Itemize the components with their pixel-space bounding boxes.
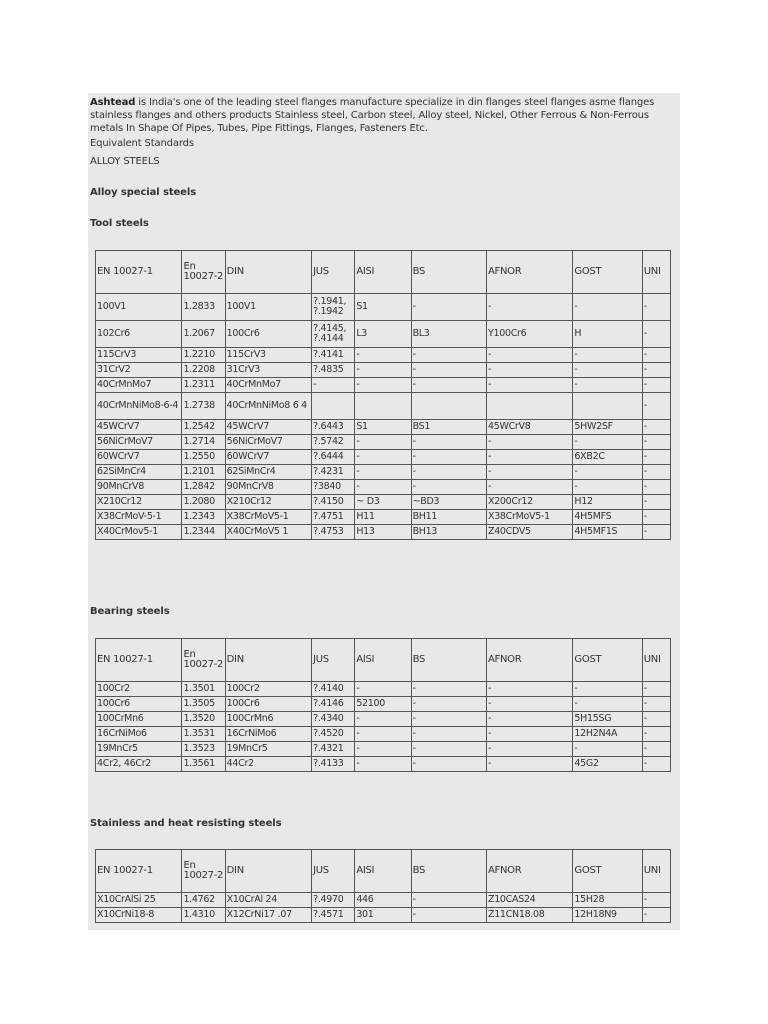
- table-cell: -: [642, 712, 670, 727]
- table-cell: 5H15SG: [573, 712, 642, 727]
- column-header: BS: [411, 850, 486, 893]
- table-cell: -: [486, 742, 572, 757]
- table-cell: 100V1: [96, 294, 182, 321]
- table-cell: BS1: [411, 420, 486, 435]
- table-row: [96, 480, 671, 495]
- table-cell: -: [355, 363, 411, 378]
- table-cell: -: [411, 378, 486, 393]
- column-header: EN 10027-1: [96, 639, 182, 682]
- table-cell: 1.2210: [182, 348, 225, 363]
- table-cell: 1.2080: [182, 495, 225, 510]
- table-cell: 45WCrV7: [96, 420, 182, 435]
- table-cell: -: [355, 682, 411, 697]
- table-cell: ?.5742: [312, 435, 355, 450]
- column-header: AFNOR: [486, 251, 572, 294]
- table-cell: -: [486, 712, 572, 727]
- table-cell: 4H5MFS: [573, 510, 642, 525]
- table-row: [96, 435, 671, 450]
- table-cell: 1.3520: [182, 712, 225, 727]
- table-cell: -: [486, 348, 572, 363]
- table-row: [96, 363, 671, 378]
- table-cell: 44Cr2: [225, 757, 311, 772]
- table-cell: BH13: [411, 525, 486, 540]
- table-cell: S1: [355, 420, 411, 435]
- column-header: AISI: [355, 850, 411, 893]
- section-title: Bearing steels: [90, 606, 170, 617]
- table-cell: -: [573, 480, 642, 495]
- table-cell: -: [573, 465, 642, 480]
- table-cell: -: [355, 450, 411, 465]
- column-header: En 10027-2: [182, 639, 225, 682]
- table-cell: -: [411, 757, 486, 772]
- table-cell: -: [312, 378, 355, 393]
- table-cell: -: [355, 757, 411, 772]
- table-cell: ?.6443: [312, 420, 355, 435]
- table-cell: 40CrMnNiMo8-6-4: [96, 393, 182, 420]
- table-cell: -: [486, 697, 572, 712]
- table-cell: -: [411, 727, 486, 742]
- table-cell: 100V1: [225, 294, 311, 321]
- table-cell: 301: [355, 908, 411, 923]
- table-cell: -: [642, 510, 670, 525]
- table-cell: 1.2550: [182, 450, 225, 465]
- table-cell: 1.2833: [182, 294, 225, 321]
- table-cell: 40CrMnMo7: [225, 378, 311, 393]
- table-cell: -: [355, 712, 411, 727]
- table-cell: ~ D3: [355, 495, 411, 510]
- table-cell: -: [573, 435, 642, 450]
- table-row: [96, 294, 671, 321]
- table-cell: 446: [355, 893, 411, 908]
- table-cell: -: [642, 727, 670, 742]
- table-cell: X200Cr12: [486, 495, 572, 510]
- table-cell: -: [642, 525, 670, 540]
- table-cell: L3: [355, 321, 411, 348]
- table-cell: 62SiMnCr4: [225, 465, 311, 480]
- table-row: [96, 682, 671, 697]
- table-cell: 16CrNiMo6: [96, 727, 182, 742]
- table-cell: -: [642, 908, 670, 923]
- table-cell: 4Cr2, 46Cr2: [96, 757, 182, 772]
- column-header: GOST: [573, 251, 642, 294]
- table-cell: 52100: [355, 697, 411, 712]
- table-row: [96, 465, 671, 480]
- table-cell: -: [573, 378, 642, 393]
- table-cell: -: [573, 294, 642, 321]
- table-cell: -: [355, 435, 411, 450]
- table-cell: ?.4321: [312, 742, 355, 757]
- table-cell: -: [355, 727, 411, 742]
- column-header: DIN: [225, 251, 311, 294]
- table-cell: BH11: [411, 510, 486, 525]
- column-header: BS: [411, 639, 486, 682]
- table-cell: -: [355, 378, 411, 393]
- table-cell: 5HW2SF: [573, 420, 642, 435]
- table-header-row: [96, 850, 671, 893]
- table-cell: ?3840: [312, 480, 355, 495]
- table-cell: H13: [355, 525, 411, 540]
- column-header: EN 10027-1: [96, 850, 182, 893]
- table-row: [96, 893, 671, 908]
- table-cell: -: [411, 465, 486, 480]
- table-cell: 62SiMnCr4: [96, 465, 182, 480]
- column-header: JUS: [312, 850, 355, 893]
- table-cell: 115CrV3: [225, 348, 311, 363]
- alloy-steels-label: ALLOY STEELS: [90, 156, 160, 167]
- table-cell: 1.2738: [182, 393, 225, 420]
- table-cell: -: [486, 435, 572, 450]
- table-cell: X10CrNi18-8: [96, 908, 182, 923]
- table-cell: ?.4145, ?.4144: [312, 321, 355, 348]
- table-cell: Z10CAS24: [486, 893, 572, 908]
- table-cell: 1.2067: [182, 321, 225, 348]
- table-cell: -: [411, 712, 486, 727]
- table-cell: 6XB2C: [573, 450, 642, 465]
- equivalent-standards-label: Equivalent Standards: [90, 138, 194, 149]
- table-cell: ?.4835: [312, 363, 355, 378]
- table-cell: -: [411, 435, 486, 450]
- table-cell: -: [411, 742, 486, 757]
- table-cell: 1.4762: [182, 893, 225, 908]
- table-cell: -: [642, 742, 670, 757]
- table-cell: -: [573, 348, 642, 363]
- table-cell: -: [642, 697, 670, 712]
- column-header: JUS: [312, 251, 355, 294]
- column-header: En 10027-2: [182, 251, 225, 294]
- table-cell: X40CrMoV5 1: [225, 525, 311, 540]
- table-cell: ?.6444: [312, 450, 355, 465]
- table-cell: 100Cr2: [96, 682, 182, 697]
- table-cell: -: [486, 682, 572, 697]
- table-cell: Z11CN18.08: [486, 908, 572, 923]
- table-cell: ?.4571: [312, 908, 355, 923]
- table-cell: 90MnCrV8: [96, 480, 182, 495]
- column-header: EN 10027-1: [96, 251, 182, 294]
- table-cell: 1.2101: [182, 465, 225, 480]
- table-cell: X12CrNi17 .07: [225, 908, 311, 923]
- table-row: [96, 378, 671, 393]
- table-cell: S1: [355, 294, 411, 321]
- column-header: En 10027-2: [182, 850, 225, 893]
- table-cell: BL3: [411, 321, 486, 348]
- table-cell: 100CrMn6: [96, 712, 182, 727]
- table-cell: 19MnCr5: [225, 742, 311, 757]
- table-cell: -: [486, 727, 572, 742]
- table-cell: -: [573, 697, 642, 712]
- table-cell: -: [411, 697, 486, 712]
- table-row: [96, 420, 671, 435]
- table-cell: 1.2542: [182, 420, 225, 435]
- table-cell: H11: [355, 510, 411, 525]
- table-cell: 115CrV3: [96, 348, 182, 363]
- table-cell: [355, 393, 411, 420]
- table-cell: 1.3561: [182, 757, 225, 772]
- table-cell: -: [642, 435, 670, 450]
- table-cell: 31CrV3: [225, 363, 311, 378]
- table-cell: 4H5MF1S: [573, 525, 642, 540]
- table-cell: -: [486, 294, 572, 321]
- table-cell: X10CrAl 24: [225, 893, 311, 908]
- table-cell: 15H28: [573, 893, 642, 908]
- table-cell: 1.2714: [182, 435, 225, 450]
- table-cell: -: [411, 348, 486, 363]
- intro-text: is India's one of the leading steel flanges manufacture specialize in din flanges steel flanges asme flanges stainless flanges and others products Stainless steel, Carbon steel, Alloy steel, Nickel, Other Ferrous & Non-Ferrous metals In Shape Of Pipes, Tubes, Pipe Fittings, Flanges, Fasteners Etc.: [90, 97, 655, 134]
- table-cell: X10CrAlSi 25: [96, 893, 182, 908]
- table-cell: 100Cr6: [225, 697, 311, 712]
- table-cell: -: [573, 682, 642, 697]
- column-header: AISI: [355, 251, 411, 294]
- table-cell: X210Cr12: [225, 495, 311, 510]
- table-cell: 40CrMnMo7: [96, 378, 182, 393]
- document-page: [88, 93, 680, 930]
- table-cell: -: [486, 480, 572, 495]
- table-cell: -: [355, 480, 411, 495]
- table-cell: 1.2208: [182, 363, 225, 378]
- table-cell: 56NiCrMoV7: [225, 435, 311, 450]
- table-cell: 12H18N9: [573, 908, 642, 923]
- table-cell: -: [642, 757, 670, 772]
- brand-name[interactable]: Ashtead: [90, 97, 136, 108]
- column-header: AISI: [355, 639, 411, 682]
- table-cell: 45WCrV8: [486, 420, 572, 435]
- bearing-steels-table: [95, 638, 671, 772]
- table-cell: 60WCrV7: [96, 450, 182, 465]
- table-cell: 100Cr2: [225, 682, 311, 697]
- table-cell: 45WCrV7: [225, 420, 311, 435]
- column-header: DIN: [225, 850, 311, 893]
- table-cell: 1.3523: [182, 742, 225, 757]
- table-cell: -: [573, 363, 642, 378]
- table-cell: 1.3501: [182, 682, 225, 697]
- table-cell: 45G2: [573, 757, 642, 772]
- table-cell: ?.4520: [312, 727, 355, 742]
- column-header: UNI: [642, 251, 670, 294]
- section-title: Tool steels: [90, 218, 149, 229]
- table-cell: -: [411, 450, 486, 465]
- table-cell: -: [486, 378, 572, 393]
- table-row: [96, 742, 671, 757]
- table-row: [96, 712, 671, 727]
- table-cell: -: [411, 908, 486, 923]
- table-cell: X38CrMoV-5-1: [96, 510, 182, 525]
- table-cell: -: [355, 465, 411, 480]
- table-cell: -: [411, 682, 486, 697]
- column-header: DIN: [225, 639, 311, 682]
- tool-steels-table: [95, 250, 671, 540]
- table-cell: -: [411, 480, 486, 495]
- table-cell: 60WCrV7: [225, 450, 311, 465]
- table-row: [96, 321, 671, 348]
- table-cell: 102Cr6: [96, 321, 182, 348]
- table-cell: ?.4140: [312, 682, 355, 697]
- table-cell: 19MnCr5: [96, 742, 182, 757]
- column-header: GOST: [573, 850, 642, 893]
- table-cell: X210Cr12: [96, 495, 182, 510]
- table-cell: -: [642, 682, 670, 697]
- table-cell: 56NiCrMoV7: [96, 435, 182, 450]
- table-cell: [312, 393, 355, 420]
- section-title: Stainless and heat resisting steels: [90, 818, 282, 829]
- column-header: UNI: [642, 850, 670, 893]
- table-cell: -: [573, 742, 642, 757]
- table-cell: 31CrV2: [96, 363, 182, 378]
- table-cell: -: [411, 294, 486, 321]
- column-header: UNI: [642, 639, 670, 682]
- table-cell: -: [642, 348, 670, 363]
- table-cell: -: [486, 757, 572, 772]
- table-cell: 16CrNiMo6: [225, 727, 311, 742]
- table-cell: [573, 393, 642, 420]
- table-row: [96, 450, 671, 465]
- table-cell: [411, 393, 486, 420]
- table-cell: -: [411, 363, 486, 378]
- table-header-row: [96, 251, 671, 294]
- table-row: [96, 393, 671, 420]
- table-row: [96, 348, 671, 363]
- table-cell: 90MnCrV8: [225, 480, 311, 495]
- table-cell: ?.4751: [312, 510, 355, 525]
- table-cell: Y100Cr6: [486, 321, 572, 348]
- table-cell: X38CrMoV5-1: [486, 510, 572, 525]
- table-cell: -: [642, 450, 670, 465]
- table-cell: [486, 393, 572, 420]
- table-row: [96, 495, 671, 510]
- table-cell: ?.4753: [312, 525, 355, 540]
- table-cell: -: [355, 348, 411, 363]
- intro-paragraph: [90, 96, 678, 135]
- column-header: BS: [411, 251, 486, 294]
- table-cell: 12H2N4A: [573, 727, 642, 742]
- table-cell: ?.4231: [312, 465, 355, 480]
- table-cell: -: [642, 321, 670, 348]
- table-cell: -: [642, 378, 670, 393]
- table-cell: 1.2343: [182, 510, 225, 525]
- table-row: [96, 525, 671, 540]
- table-cell: -: [642, 363, 670, 378]
- table-cell: 1.3531: [182, 727, 225, 742]
- table-row: [96, 510, 671, 525]
- table-cell: H12: [573, 495, 642, 510]
- table-cell: -: [642, 393, 670, 420]
- stainless-steels-table: [95, 849, 671, 923]
- alloy-special-heading: Alloy special steels: [90, 187, 197, 198]
- table-cell: X40CrMov5-1: [96, 525, 182, 540]
- table-cell: ?.4970: [312, 893, 355, 908]
- table-cell: ?.1941, ?.1942: [312, 294, 355, 321]
- column-header: JUS: [312, 639, 355, 682]
- table-cell: 1.2311: [182, 378, 225, 393]
- table-cell: X38CrMoV5-1: [225, 510, 311, 525]
- table-cell: 100Cr6: [225, 321, 311, 348]
- table-row: [96, 697, 671, 712]
- column-header: GOST: [573, 639, 642, 682]
- table-header-row: [96, 639, 671, 682]
- table-cell: -: [486, 363, 572, 378]
- table-cell: -: [486, 450, 572, 465]
- table-cell: -: [486, 465, 572, 480]
- table-cell: -: [642, 465, 670, 480]
- table-cell: 1.2344: [182, 525, 225, 540]
- column-header: AFNOR: [486, 639, 572, 682]
- column-header: AFNOR: [486, 850, 572, 893]
- table-cell: 40CrMnNiMo8 6 4: [225, 393, 311, 420]
- table-cell: -: [642, 495, 670, 510]
- table-cell: -: [642, 294, 670, 321]
- table-cell: -: [411, 893, 486, 908]
- table-cell: 100CrMn6: [225, 712, 311, 727]
- table-cell: ?.4340: [312, 712, 355, 727]
- table-cell: H: [573, 321, 642, 348]
- table-cell: ?.4146: [312, 697, 355, 712]
- table-cell: ~BD3: [411, 495, 486, 510]
- table-cell: 1.2842: [182, 480, 225, 495]
- table-cell: ?.4141: [312, 348, 355, 363]
- table-cell: ?.4133: [312, 757, 355, 772]
- table-row: [96, 727, 671, 742]
- table-cell: ?.4150: [312, 495, 355, 510]
- table-cell: 100Cr6: [96, 697, 182, 712]
- table-row: [96, 908, 671, 923]
- table-row: [96, 757, 671, 772]
- table-cell: -: [642, 480, 670, 495]
- table-cell: Z40CDV5: [486, 525, 572, 540]
- table-cell: 1.3505: [182, 697, 225, 712]
- table-cell: -: [642, 893, 670, 908]
- table-cell: 1.4310: [182, 908, 225, 923]
- table-cell: -: [355, 742, 411, 757]
- table-cell: -: [642, 420, 670, 435]
